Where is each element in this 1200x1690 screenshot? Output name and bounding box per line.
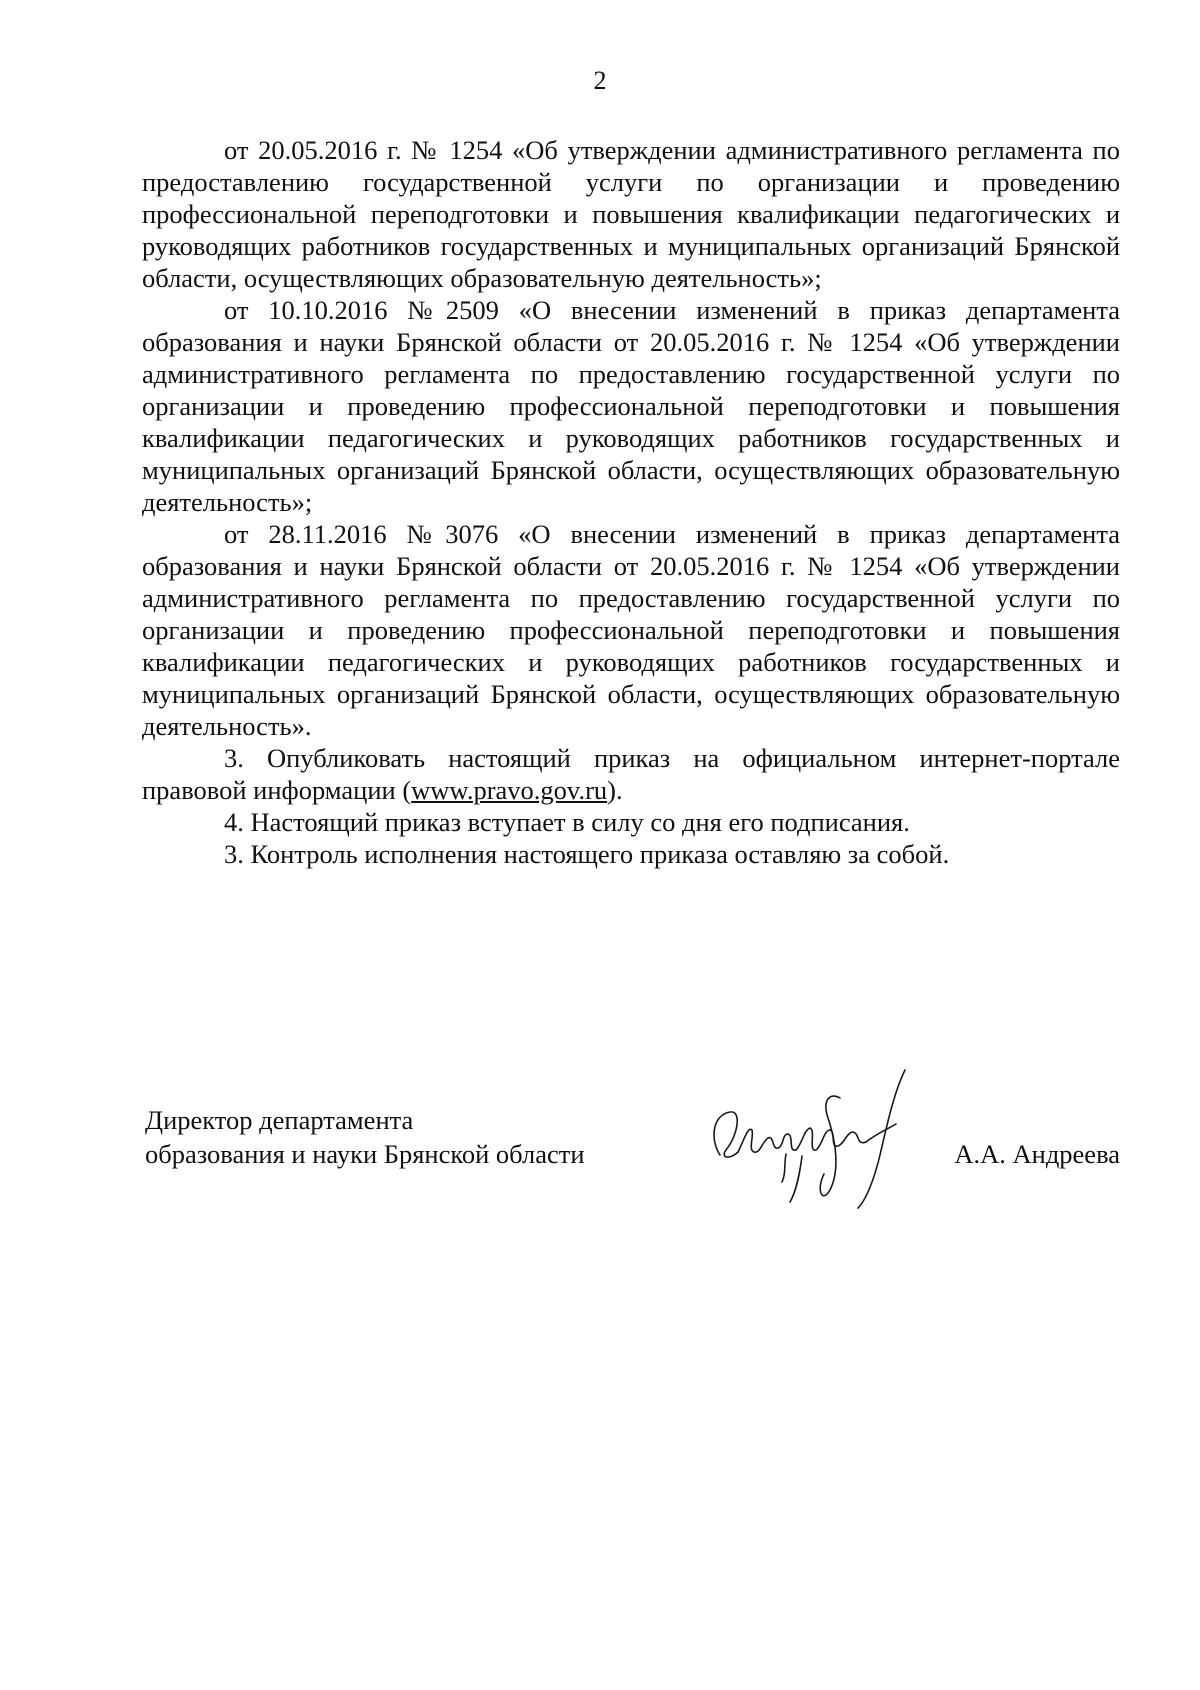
- signatory-title-line-2: образования и науки Брянской области: [145, 1139, 585, 1169]
- handwritten-signature: [690, 1060, 930, 1220]
- signatory-name: А.А. Андреева: [954, 1139, 1120, 1169]
- signatory-title-line-1: Директор департамента: [145, 1105, 414, 1135]
- document-body: [142, 134, 1120, 870]
- order-reference-1254: от 20.05.2016 г. № 1254 «Об утверждении административного регламента по предоставлению государственной услуги по организации и проведению профессиональной переподготовки и повышения квалификации педагогических и руководящих работников государственных и муниципальных организаций Брянской области, осуществляющих образовательную деятельность»;: [142, 135, 1120, 293]
- item-publish-end: ).: [607, 775, 623, 805]
- item-control: 3. Контроль исполнения настоящего приказа оставляю за собой.: [224, 839, 950, 869]
- item-publish-text: 3. Опубликовать настоящий приказ на официальном интернет-портале правовой информации (: [142, 743, 1120, 805]
- item-publish: [142, 742, 1120, 806]
- page-number: 2: [593, 66, 607, 95]
- order-reference-2509: от 10.10.2016 №2509 «О внесении изменений в приказ департамента образования и науки Брянской области от 20.05.2016 г. № 1254 «Об утверждении административного регламента по предоставлению государственной услуги по организации и проведению профессиональной переподготовки и повышения квалификации педагогических и руководящих работников государственных и муниципальных организаций Брянской области, осуществляющих образовательную деятельность»;: [142, 295, 1120, 517]
- pravo-gov-link[interactable]: www.pravo.gov.ru: [411, 775, 608, 805]
- signatory-title: [145, 1103, 585, 1171]
- order-reference-3076: от 28.11.2016 №3076 «О внесении изменений в приказ департамента образования и науки Брянской области от 20.05.2016 г. № 1254 «Об утверждении административного регламента по предоставлению государственной услуги по организации и проведению профессиональной переподготовки и повышения квалификации педагогических и руководящих работников государственных и муниципальных организаций Брянской области, осуществляющих образовательную деятельность».: [142, 519, 1120, 741]
- item-effect: 4. Настоящий приказ вступает в силу со дня его подписания.: [224, 807, 910, 837]
